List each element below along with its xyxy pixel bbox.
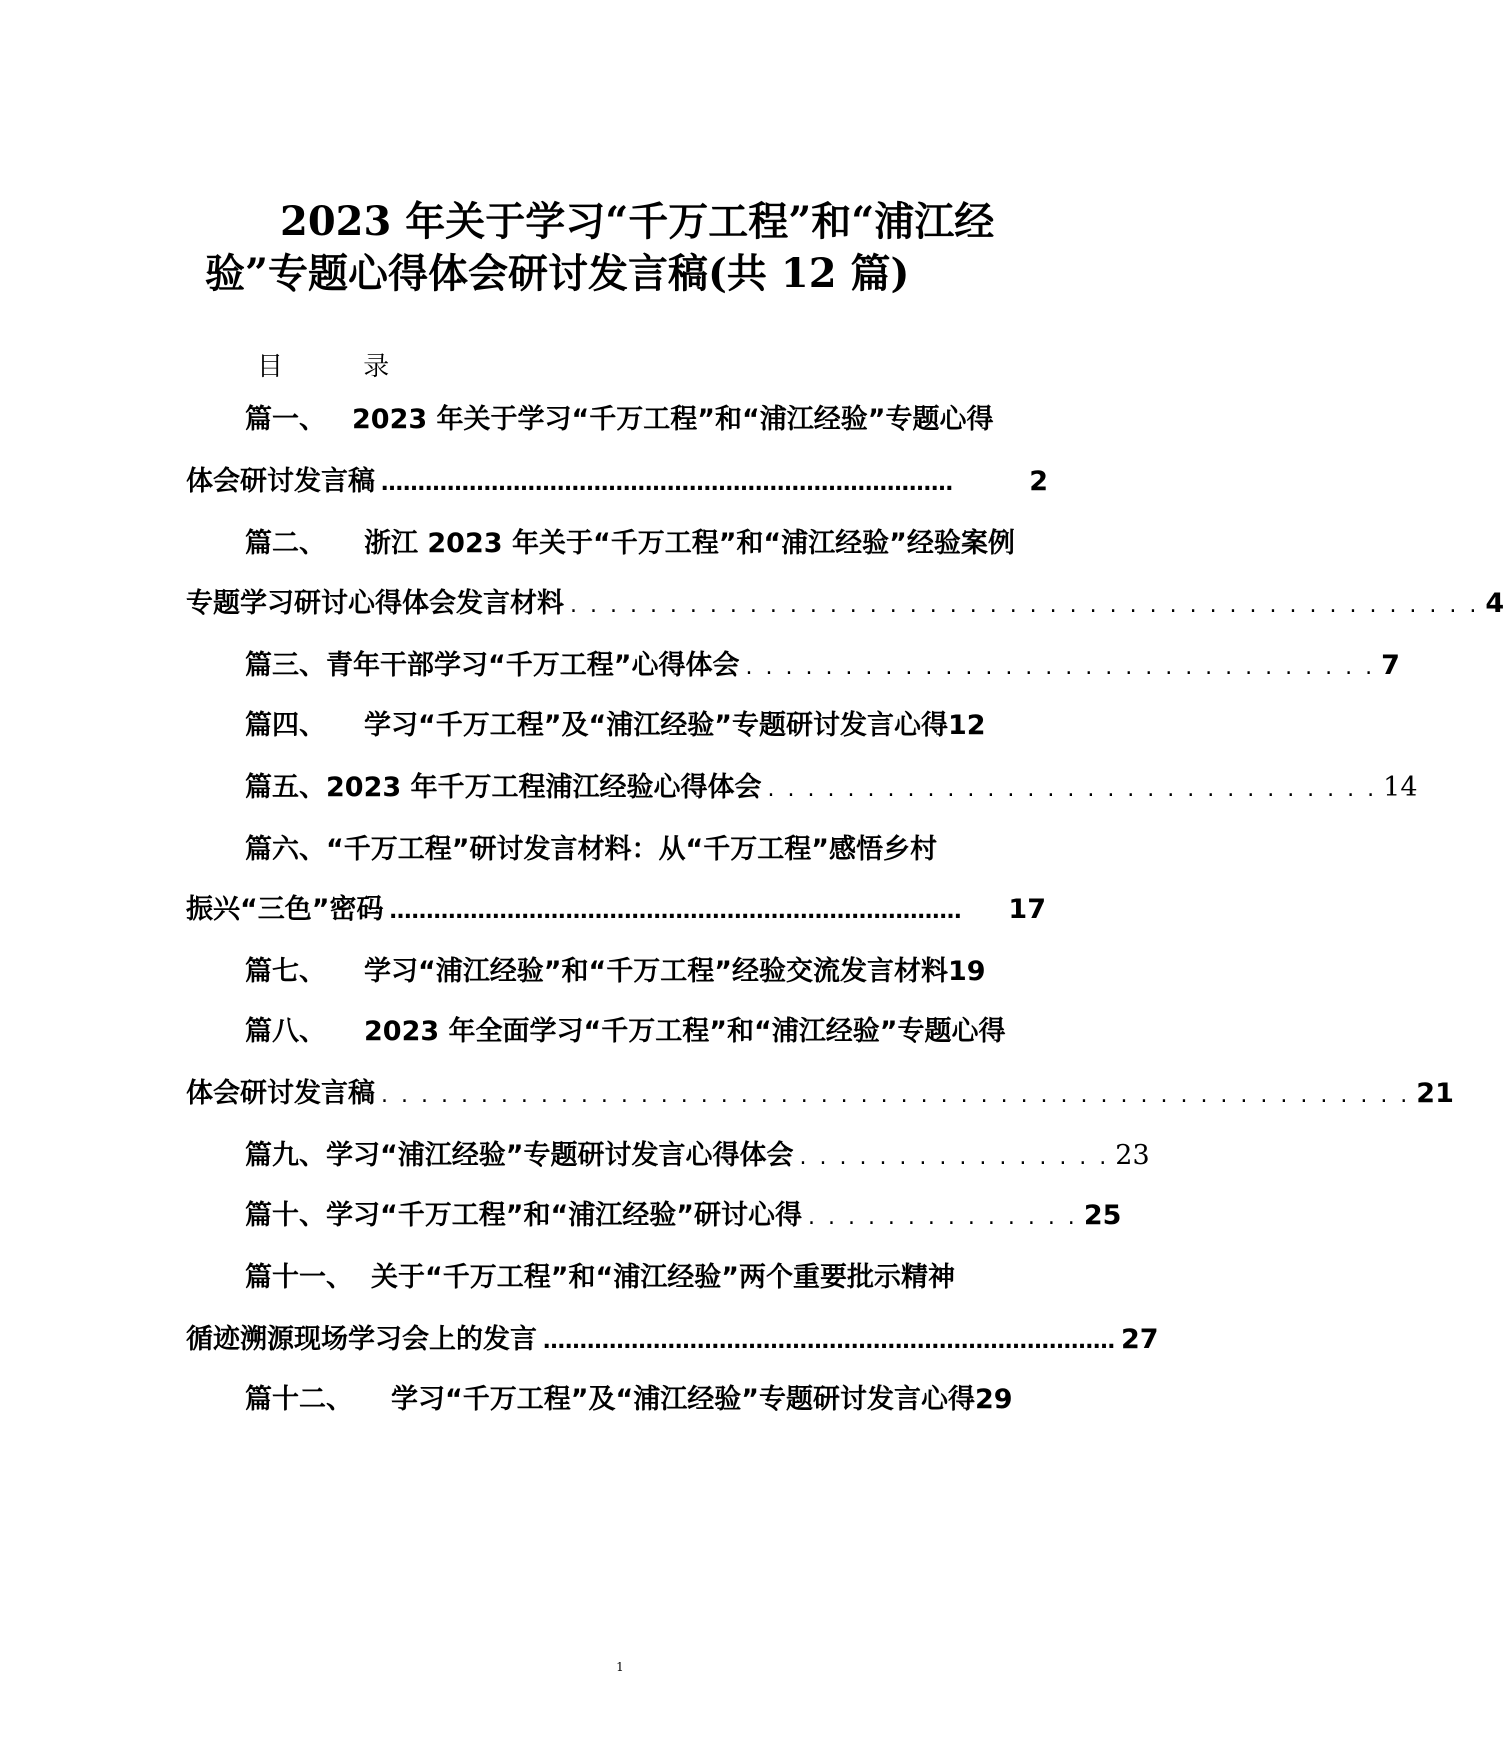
toc-page-number: 17 bbox=[1008, 894, 1046, 925]
toc-page-number: 19 bbox=[947, 956, 986, 987]
toc-leader-dots: …………………………………………………………………… bbox=[543, 1329, 1115, 1354]
toc-label: 篇五、 bbox=[245, 772, 326, 803]
toc-label: 篇一、 bbox=[245, 404, 326, 435]
toc-heading: 目 录 bbox=[257, 352, 426, 382]
toc-label: 篇二、 bbox=[245, 528, 326, 559]
toc-entry-text: 学习“千万工程”及“浦江经验”专题研讨发言心得 bbox=[364, 710, 948, 741]
toc-entry-8-line-2 bbox=[186, 1074, 1454, 1114]
toc-leader-dots: . . . . . . . . . . . . . . . . bbox=[799, 1145, 1110, 1170]
toc-leader-dots: . . . . . . . . . . . . . . . . . . . . . . . . . . . . . . . . . . . . . . . . . . . . . . . . . . . . bbox=[381, 1083, 1411, 1108]
toc-entry-text: 关于“千万工程”和“浦江经验”两个重要批示精神 bbox=[371, 1262, 955, 1293]
toc-page-number: 29 bbox=[974, 1384, 1013, 1415]
toc-entry-3 bbox=[245, 646, 1400, 686]
toc-leader-dots: . . . . . . . . . . . . . . . . . . . . . . . . . . . . . . . . . . . . . . . . . . . . . . bbox=[570, 593, 1480, 618]
toc-leader-dots: …………………………………………………………………… bbox=[389, 899, 962, 924]
toc-entry-11-line-2 bbox=[186, 1320, 1159, 1360]
toc-entry-11-line-1 bbox=[245, 1258, 1045, 1298]
toc-label: 篇三、 bbox=[245, 650, 326, 681]
toc-entry-text: 学习“浦江经验”和“千万工程”经验交流发言材料 bbox=[364, 956, 948, 987]
toc-entry-text: “千万工程”研讨发言材料：从“千万工程”感悟乡村 bbox=[326, 834, 937, 865]
toc-entry-text: 学习“千万工程”和“浦江经验”研讨心得 bbox=[326, 1200, 802, 1231]
toc-entry-4 bbox=[245, 706, 1053, 746]
toc-entry-text: 青年干部学习“千万工程”心得体会 bbox=[326, 650, 740, 681]
toc-entry-8-line-1 bbox=[245, 1012, 1045, 1052]
toc-entry-7 bbox=[245, 952, 1045, 992]
toc-label: 篇九、 bbox=[245, 1140, 326, 1171]
toc-label: 篇十一、 bbox=[245, 1262, 353, 1293]
toc-page-number: 2 bbox=[1029, 466, 1048, 497]
toc-page-number: 27 bbox=[1121, 1324, 1159, 1355]
toc-entry-text: 循迹溯源现场学习会上的发言 bbox=[186, 1324, 537, 1355]
toc-label: 篇七、 bbox=[245, 956, 326, 987]
toc-page-number: 21 bbox=[1416, 1078, 1454, 1109]
toc-entry-1-line-2 bbox=[186, 462, 1048, 502]
toc-leader-dots: . . . . . . . . . . . . . . bbox=[807, 1205, 1078, 1230]
toc-label: 篇四、 bbox=[245, 710, 326, 741]
toc-entry-2-line-2 bbox=[186, 584, 1504, 624]
toc-entry-5 bbox=[245, 768, 1418, 808]
toc-entry-2-line-1 bbox=[245, 524, 1055, 564]
toc-entry-text: 学习“浦江经验”专题研讨发言心得体会 bbox=[326, 1140, 794, 1171]
toc-leader-dots: …………………………………………………………………… bbox=[381, 471, 953, 496]
toc-entry-text: 2023 年千万工程浦江经验心得体会 bbox=[326, 772, 762, 803]
toc-entry-text: 体会研讨发言稿 bbox=[186, 1078, 375, 1109]
toc-entry-text: 浙江 2023 年关于“千万工程”和“浦江经验”经验案例 bbox=[364, 528, 1015, 559]
toc-leader-dots: . . . . . . . . . . . . . . . . . . . . . . . . . . . . . . . bbox=[767, 777, 1378, 802]
toc-page-number: 23 bbox=[1115, 1140, 1150, 1171]
toc-entry-text: 学习“千万工程”及“浦江经验”专题研讨发言心得 bbox=[391, 1384, 975, 1415]
toc-entry-text: 专题学习研讨心得体会发言材料 bbox=[186, 588, 564, 619]
toc-entry-9 bbox=[245, 1136, 1150, 1176]
toc-entry-text: 体会研讨发言稿 bbox=[186, 466, 375, 497]
toc-page-number: 25 bbox=[1083, 1200, 1122, 1231]
toc-label: 篇六、 bbox=[245, 834, 326, 865]
document-title-line-2: 验”专题心得体会研讨发言稿(共 12 篇) bbox=[205, 250, 910, 297]
toc-page-number: 14 bbox=[1383, 772, 1418, 803]
toc-entry-text: 2023 年关于学习“千万工程”和“浦江经验”专题心得 bbox=[352, 404, 994, 435]
toc-page-number: 4 bbox=[1485, 588, 1504, 619]
toc-leader-dots: . . . . . . . . . . . . . . . . . . . . . . . . . . . . . . . . bbox=[745, 655, 1376, 680]
toc-entry-1-line-1 bbox=[245, 400, 1045, 440]
toc-entry-10 bbox=[245, 1196, 1122, 1236]
page-number: 1 bbox=[616, 1660, 624, 1674]
toc-entry-text: 振兴“三色”密码 bbox=[186, 894, 384, 925]
toc-entry-6-line-1 bbox=[245, 830, 1045, 870]
document-title-line-1: 2023 年关于学习“千万工程”和“浦江经 bbox=[280, 198, 995, 245]
toc-page-number: 12 bbox=[947, 710, 986, 741]
toc-entry-text: 2023 年全面学习“千万工程”和“浦江经验”专题心得 bbox=[364, 1016, 1006, 1047]
toc-label: 篇十二、 bbox=[245, 1384, 353, 1415]
toc-entry-12 bbox=[245, 1380, 1075, 1420]
toc-entry-6-line-2 bbox=[186, 890, 1046, 930]
toc-label: 篇十、 bbox=[245, 1200, 326, 1231]
toc-label: 篇八、 bbox=[245, 1016, 326, 1047]
toc-page-number: 7 bbox=[1381, 650, 1400, 681]
